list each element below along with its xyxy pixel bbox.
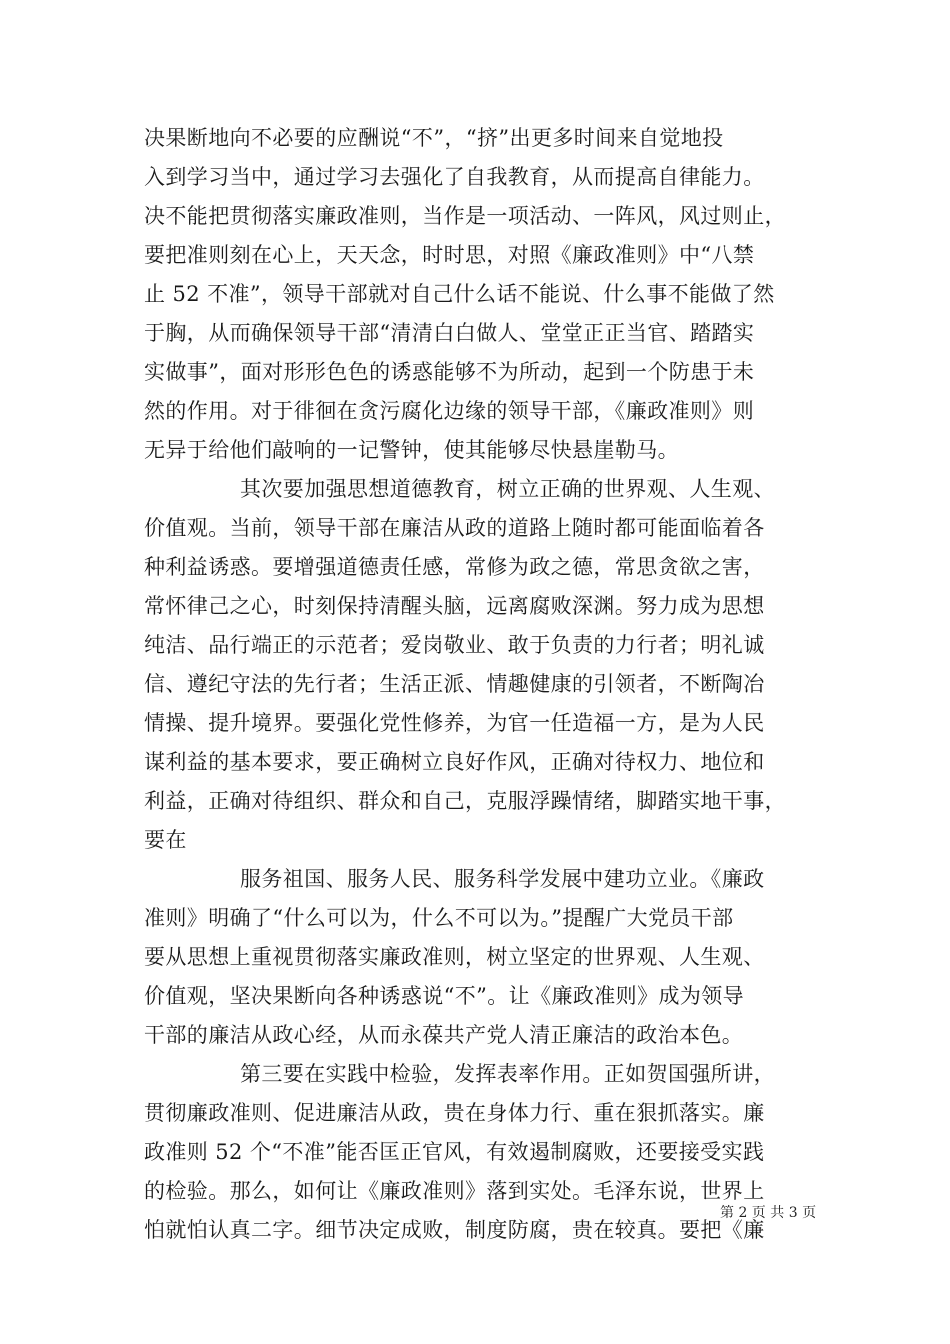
body-line: 准则》明确了“什么可以为，什么不可以为。”提醒广大党员干部 xyxy=(144,906,734,930)
body-line: 怕就怕认真二字。细节决定成败，制度防腐，贵在较真。要把《廉 xyxy=(144,1218,765,1242)
body-line: 种利益诱惑。要增强道德责任感，常修为政之德，常思贪欲之害， xyxy=(144,555,765,579)
paragraph-first-line: 第三要在实践中检验，发挥表率作用。正如贺国强所讲， xyxy=(240,1062,775,1086)
body-line: 信、遵纪守法的先行者；生活正派、情趣健康的引领者，不断陶冶 xyxy=(144,672,765,696)
paragraph-first-line: 其次要加强思想道德教育，树立正确的世界观、人生观、 xyxy=(240,477,775,501)
page-number-footer: 第 2 页 共 3 页 xyxy=(720,1205,817,1221)
body-line: 贯彻廉政准则、促进廉洁从政，贵在身体力行、重在狠抓落实。廉 xyxy=(144,1101,765,1125)
body-line: 要在 xyxy=(144,828,187,852)
body-line: 的检验。那么，如何让《廉政准则》落到实处。毛泽东说，世界上 xyxy=(144,1179,765,1203)
body-line: 谋利益的基本要求，要正确树立良好作风，正确对待权力、地位和 xyxy=(144,750,765,774)
body-line: 决果断地向不必要的应酬说“不”，“挤”出更多时间来自觉地投 xyxy=(144,126,724,150)
body-line: 要从思想上重视贯彻落实廉政准则，树立坚定的世界观、人生观、 xyxy=(144,945,765,969)
body-line: 然的作用。对于徘徊在贪污腐化边缘的领导干部，《廉政准则》则 xyxy=(144,399,755,423)
body-line: 价值观，坚决果断向各种诱惑说“不”。让《廉政准则》成为领导 xyxy=(144,984,745,1008)
body-line: 无异于给他们敲响的一记警钟，使其能够尽快悬崖勒马。 xyxy=(144,438,679,462)
body-line: 实做事”，面对形形色色的诱惑能够不为所动，起到一个防患于未 xyxy=(144,360,755,384)
body-line: 纯洁、品行端正的示范者；爱岗敬业、敢于负责的力行者；明礼诚 xyxy=(144,633,765,657)
paragraph-first-line: 服务祖国、服务人民、服务科学发展中建功立业。《廉政 xyxy=(240,867,765,891)
body-line: 常怀律己之心，时刻保持清醒头脑，远离腐败深渊。努力成为思想 xyxy=(144,594,765,618)
body-line: 利益，正确对待组织、群众和自己，克服浮躁情绪，脚踏实地干事， xyxy=(144,789,786,813)
body-line: 决不能把贯彻落实廉政准则，当作是一项活动、一阵风，风过则止， xyxy=(144,204,786,228)
body-line: 入到学习当中，通过学习去强化了自我教育，从而提高自律能力。 xyxy=(144,165,765,189)
body-line: 止 52 不准”，领导干部就对自己什么话不能说、什么事不能做了然 xyxy=(144,282,775,306)
body-line: 政准则 52 个“不准”能否匡正官风，有效遏制腐败，还要接受实践 xyxy=(144,1140,765,1164)
body-line: 要把准则刻在心上，天天念，时时思，对照《廉政准则》中“八禁 xyxy=(144,243,755,267)
body-line: 情操、提升境界。要强化党性修养，为官一任造福一方，是为人民 xyxy=(144,711,765,735)
body-line: 于胸，从而确保领导干部“清清白白做人、堂堂正正当官、踏踏实 xyxy=(144,321,755,345)
body-line: 价值观。当前，领导干部在廉洁从政的道路上随时都可能面临着各 xyxy=(144,516,765,540)
body-line: 干部的廉洁从政心经，从而永葆共产党人清正廉洁的政治本色。 xyxy=(144,1023,744,1047)
